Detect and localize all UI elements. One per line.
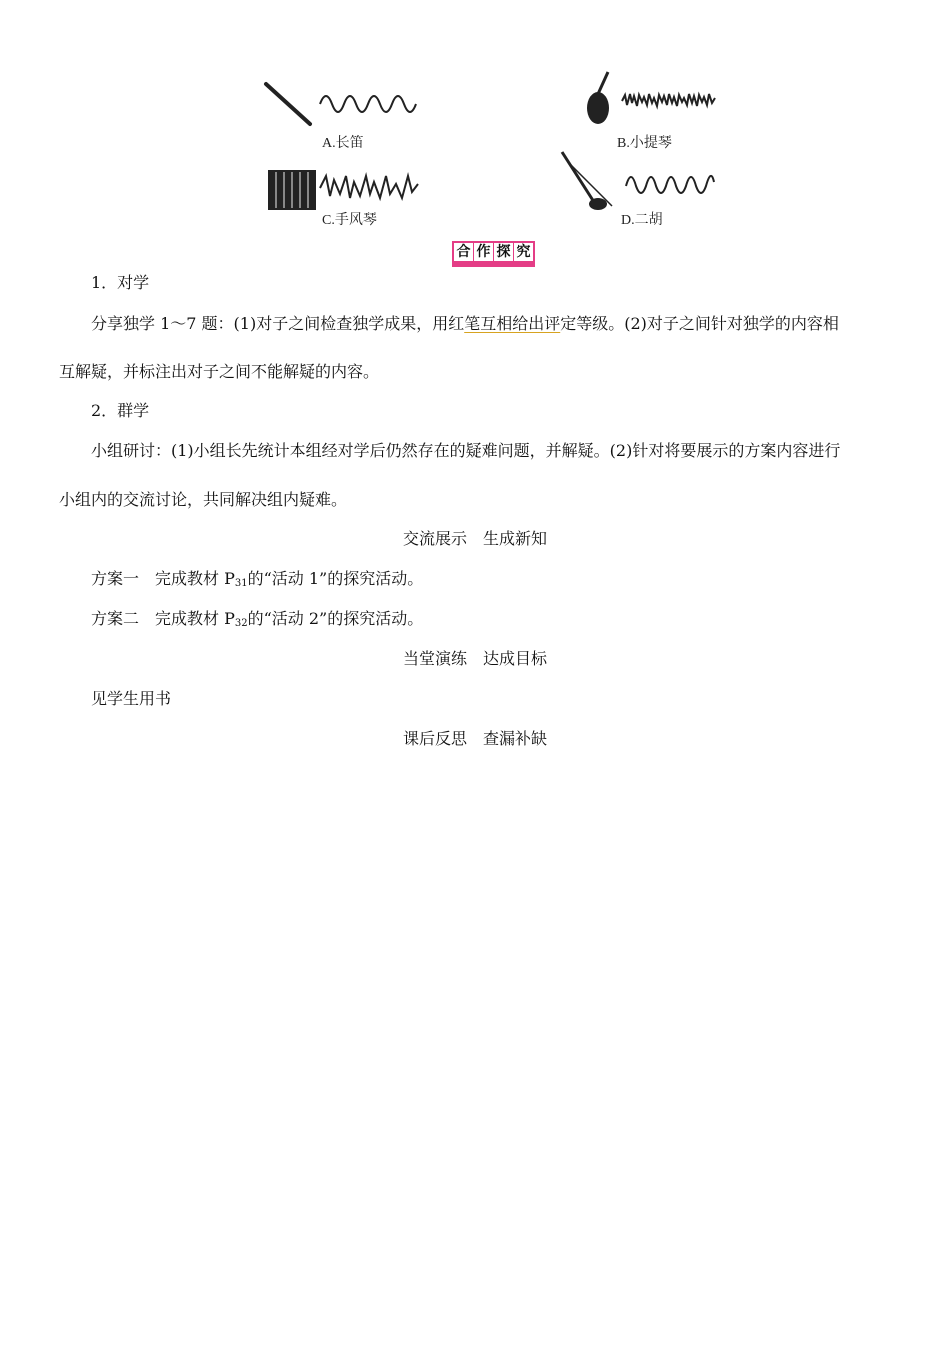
waveform-d [624, 166, 716, 202]
page-subscript: 31 [234, 578, 248, 589]
heading-practice: 当堂演练 达成目标 [402, 649, 547, 668]
badge-char: 作 [474, 243, 493, 261]
text-run: 分享独学 1～7 题：(1)对子之间检查独学成果，用红 [91, 314, 465, 333]
text-run: 的“活动 1”的探究活动。 [247, 569, 424, 588]
accordion-icon [266, 166, 320, 214]
section-1-title: 1．对学 [91, 273, 150, 292]
option-a-label: A.长笛 [322, 136, 364, 151]
text-run-marked: 笔互相给出评 [464, 314, 561, 333]
option-c-label: C.手风琴 [322, 213, 377, 228]
waveform-b [620, 86, 718, 116]
option-d-label: D.二胡 [621, 213, 663, 228]
practice-text: 见学生用书 [91, 689, 172, 708]
waveform-a [318, 86, 422, 120]
waveform-c [318, 170, 420, 204]
heading-show: 交流展示 生成新知 [402, 529, 547, 548]
section-1-line-2: 互解疑，并标注出对子之间不能解疑的内容。 [59, 362, 380, 381]
option-b-label: B.小提琴 [617, 136, 672, 151]
erhu-icon [558, 148, 618, 214]
plan-1 [91, 569, 423, 594]
section-2-line-1: 小组研讨：(1)小组长先统计本组经对学后仍然存在的疑难问题，并解疑。(2)针对将要展示的方案内容进行 [91, 441, 841, 460]
badge-char: 探 [494, 243, 513, 261]
section-badge-cooperative-inquiry [452, 241, 535, 267]
badge-char: 合 [454, 243, 473, 261]
page-subscript: 32 [234, 618, 248, 629]
plan-2 [91, 609, 423, 634]
section-2-line-2: 小组内的交流讨论，共同解决组内疑难。 [59, 490, 348, 509]
text-run: 的“活动 2”的探究活动。 [247, 609, 424, 628]
heading-reflect: 课后反思 查漏补缺 [402, 729, 547, 748]
badge-char: 究 [514, 243, 533, 261]
text-run: 定等级。(2)对子之间针对独学的内容相 [560, 314, 839, 333]
section-2-title: 2．群学 [91, 401, 150, 420]
text-run: 方案一 完成教材 P [91, 569, 235, 588]
violin-icon [584, 70, 620, 130]
text-run: 方案二 完成教材 P [91, 609, 235, 628]
section-1-line-1 [91, 314, 839, 334]
